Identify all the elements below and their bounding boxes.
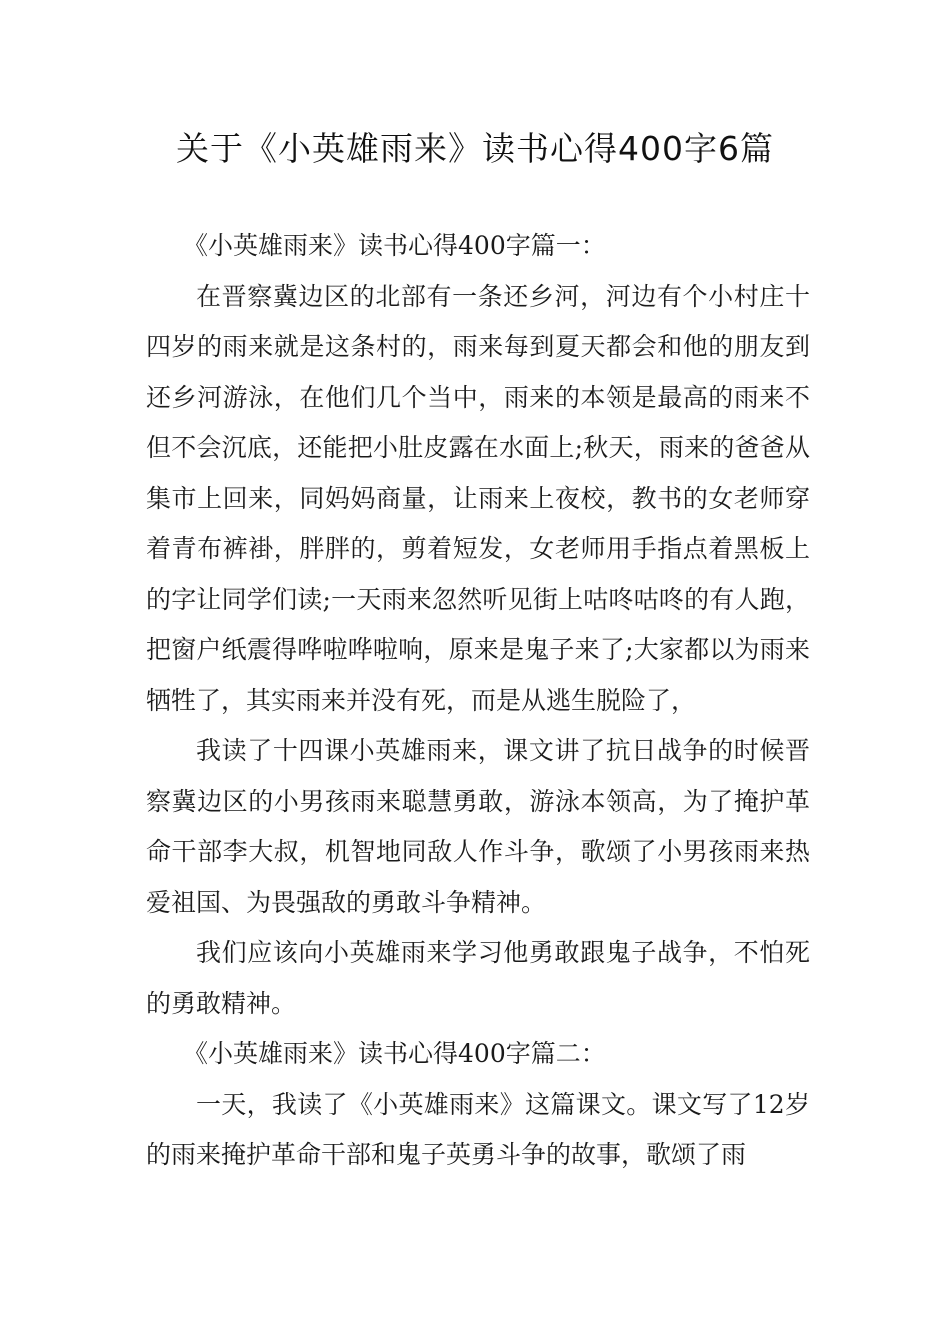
paragraph: 我们应该向小英雄雨来学习他勇敢跟鬼子战争，不怕死的勇敢精神。 <box>146 938 810 1018</box>
paragraph: 一天，我读了《小英雄雨来》这篇课文。课文写了12岁的雨来掩护革命干部和鬼子英勇斗争的故事，歌颂了雨 <box>146 1089 810 1169</box>
paragraph: 在晋察冀边区的北部有一条还乡河，河边有个小村庄十四岁的雨来就是这条村的，雨来每到夏天都会和他的朋友到还乡河游泳，在他们几个当中，雨来的本领是最高的雨来不但不会沉底，还能把小肚皮露在水面上;秋天，雨来的爸爸从集市上回来，同妈妈商量，让雨来上夜校，教书的女老师穿着青布裤褂，胖胖的，剪着短发，女老师用手指点着黑板上的字让同学们读;一天雨来忽然听见街上咕咚咕咚的有人跑，把窗户纸震得哗啦哗啦响，原来是鬼子来了;大家都以为雨来牺牲了，其实雨来并没有死，而是从逃生脱险了， <box>146 281 810 715</box>
document-body <box>146 221 810 1181</box>
section-heading: 《小英雄雨来》读书心得400字篇一： <box>183 231 606 260</box>
paragraph: 我读了十四课小英雄雨来，课文讲了抗日战争的时候晋察冀边区的小男孩雨来聪慧勇敢，游泳本领高，为了掩护革命干部李大叔，机智地同敌人作斗争，歌颂了小男孩雨来热爱祖国、为畏强敌的勇敢斗争精神。 <box>146 736 810 917</box>
section-heading: 《小英雄雨来》读书心得400字篇二： <box>183 1039 606 1068</box>
document-title: 关于《小英雄雨来》读书心得400字6篇 <box>176 129 774 168</box>
